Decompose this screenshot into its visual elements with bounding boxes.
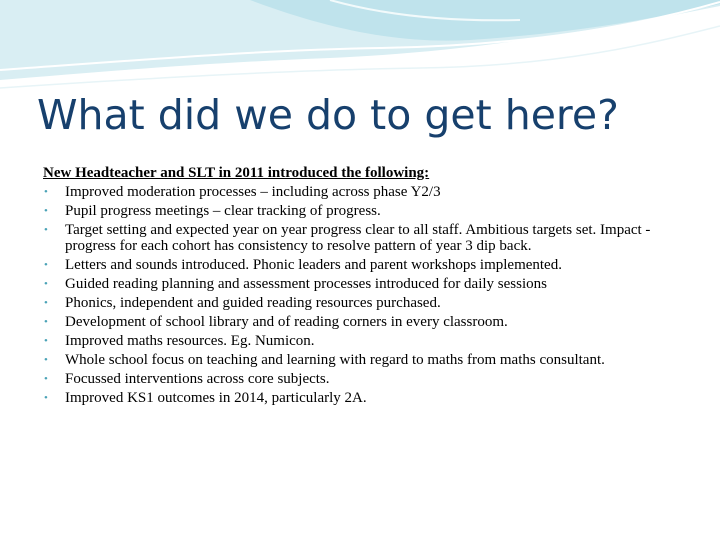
bullet-list <box>43 184 673 406</box>
bullet-item <box>43 203 673 219</box>
bullet-dot-icon: • <box>44 316 48 328</box>
bullet-item <box>43 333 673 349</box>
bullet-dot-icon: • <box>44 259 48 271</box>
bullet-dot-icon: • <box>44 278 48 290</box>
bullet-text: Target setting and expected year on year progress clear to all staff. Ambitious targets set. Impact - progress for each cohort has consistency to resolve pattern of year 3 dip back. <box>65 222 651 254</box>
header-wave-decoration <box>0 0 720 90</box>
bullet-text: Phonics, independent and guided reading resources purchased. <box>65 295 441 311</box>
bullet-text: Improved moderation processes – including across phase Y2/3 <box>65 184 441 200</box>
bullet-item <box>43 184 673 200</box>
bullet-item <box>43 352 673 368</box>
bullet-item <box>43 390 673 406</box>
bullet-dot-icon: • <box>44 205 48 217</box>
bullet-dot-icon: • <box>44 373 48 385</box>
bullet-dot-icon: • <box>44 354 48 366</box>
bullet-text: Pupil progress meetings – clear tracking of progress. <box>65 203 381 219</box>
bullet-item <box>43 257 673 273</box>
bullet-text: Improved maths resources. Eg. Numicon. <box>65 333 315 349</box>
bullet-text: Guided reading planning and assessment processes introduced for daily sessions <box>65 276 547 292</box>
bullet-dot-icon: • <box>44 392 48 404</box>
slide-title: What did we do to get here? <box>37 91 619 139</box>
bullet-dot-icon: • <box>44 186 48 198</box>
bullet-text: Focussed interventions across core subjects. <box>65 371 330 387</box>
bullet-dot-icon: • <box>44 335 48 347</box>
bullet-text: Letters and sounds introduced. Phonic leaders and parent workshops implemented. <box>65 257 562 273</box>
bullet-item <box>43 222 673 254</box>
bullet-item <box>43 295 673 311</box>
intro-heading: New Headteacher and SLT in 2011 introduced the following: <box>43 165 430 181</box>
bullet-dot-icon: • <box>44 224 48 236</box>
bullet-text: Development of school library and of reading corners in every classroom. <box>65 314 508 330</box>
bullet-text: Improved KS1 outcomes in 2014, particularly 2A. <box>65 390 367 406</box>
bullet-dot-icon: • <box>44 297 48 309</box>
bullet-item <box>43 276 673 292</box>
bullet-item <box>43 314 673 330</box>
slide-content <box>43 164 673 409</box>
bullet-item <box>43 371 673 387</box>
bullet-text: Whole school focus on teaching and learning with regard to maths from maths consultant. <box>65 352 605 368</box>
